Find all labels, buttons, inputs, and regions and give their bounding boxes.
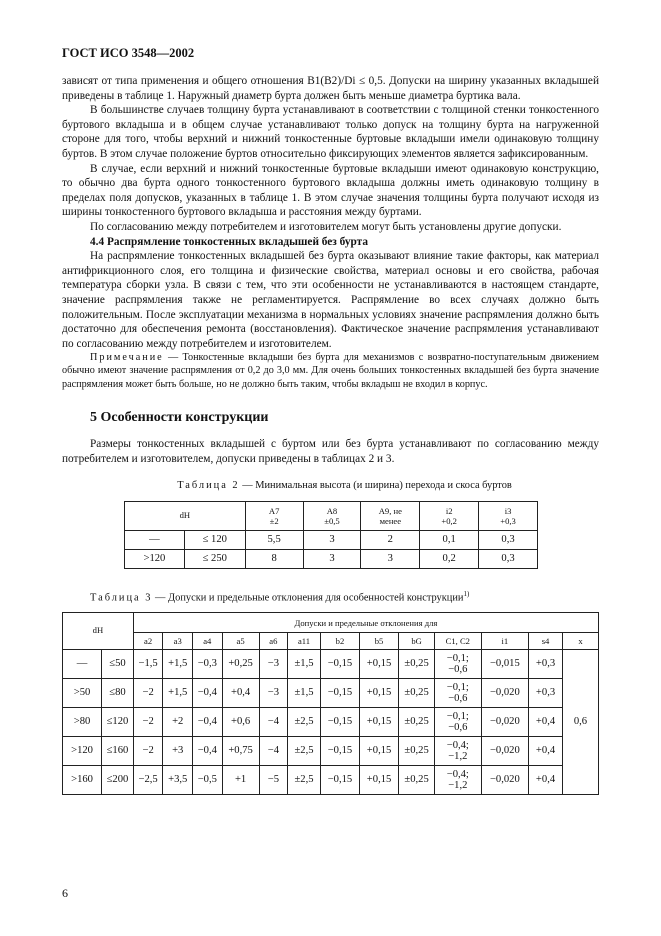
table2-dh-label: dН — [179, 509, 191, 520]
paragraph-4: По согласованию между потребителем и изготовителем могут быть установлены другие допуски. — [90, 220, 562, 233]
table3-caption-footnote: 1) — [463, 590, 470, 599]
table2-cell: >120 — [125, 550, 185, 569]
table2-caption-label: Таблица 2 — [177, 479, 240, 491]
table3-cell: ±0,25 — [399, 679, 435, 708]
table3-caption-label: Таблица 3 — [90, 592, 153, 604]
table2-col-tolerance: ±0,5 — [324, 516, 340, 527]
table3-cell: ≤160 — [102, 737, 134, 766]
table3-cell: +0,75 — [222, 737, 259, 766]
table3-c1c2-upper: −0,1; — [446, 711, 469, 723]
table3-cell: ±2,5 — [288, 766, 321, 795]
table2-col-header — [420, 502, 479, 531]
table3-cell: −5 — [259, 766, 288, 795]
table3-c1c2-lower: −1,2 — [448, 780, 468, 792]
table3-cell: +0,15 — [360, 766, 399, 795]
table3-c1c2-lower: −0,6 — [448, 664, 468, 676]
table3-c1c2-upper: −0,4; — [446, 769, 469, 781]
table2-cell: 3 — [303, 550, 361, 569]
table3-col-header: a2 — [133, 633, 163, 650]
table3-col-header: a11 — [288, 633, 321, 650]
table3-cell-c1c2 — [435, 766, 482, 795]
table2-col-tolerance: +0,3 — [500, 516, 516, 527]
note-text: — Тонкостенные вкладыши без бурта для механизмов с возвратно-поступательным движением обычно имеют значение распрямления от 0,2 до 3,0 мм. Для очень больших тонкостенных вкладышей без бурта значение распрямления может быть больше, но не должно быть таким, чтобы вкладыш не входил в корпус. — [62, 352, 599, 390]
table3-cell: ±0,25 — [399, 708, 435, 737]
table3-row — [63, 708, 599, 737]
table2-col-symbol: i3 — [504, 506, 512, 517]
table3-cell: −0,020 — [481, 679, 529, 708]
table3-col-header: C1, C2 — [435, 633, 482, 650]
section-heading-5: 5 Особенности конструкции — [90, 409, 269, 425]
table3-col-header: a6 — [259, 633, 288, 650]
table2-caption — [62, 479, 599, 494]
table3-cell: −0,15 — [320, 650, 359, 679]
table3-cell: −0,3 — [193, 650, 223, 679]
table3-cell: +2 — [163, 708, 193, 737]
table3-col-header: a4 — [193, 633, 223, 650]
table2-caption-text: — Минимальная высота (и ширина) перехода и скоса буртов — [239, 479, 512, 491]
table2-cell: ≤ 120 — [184, 531, 245, 550]
table2-cell: 0,3 — [479, 550, 538, 569]
table3-col-header: b5 — [360, 633, 399, 650]
table3-col-header: s4 — [529, 633, 563, 650]
table3-cell: +0,4 — [222, 679, 259, 708]
table-2 — [124, 501, 538, 569]
table3-cell: +0,15 — [360, 679, 399, 708]
table3-cell: >50 — [63, 679, 102, 708]
table3-cell: >160 — [63, 766, 102, 795]
table3-dh-header — [63, 613, 134, 650]
table3-c1c2-upper: −0,1; — [446, 682, 469, 694]
table3-cell: +0,4 — [529, 766, 563, 795]
table2-header-row — [125, 502, 538, 531]
table3-cell: +0,3 — [529, 650, 563, 679]
table3-c1c2-upper: −0,4; — [446, 740, 469, 752]
table3-cell: +0,15 — [360, 650, 399, 679]
document-body — [62, 74, 599, 795]
table2-col-symbol: A9, не — [378, 506, 402, 517]
table3-c1c2-upper: −0,1; — [446, 653, 469, 665]
table3-col-header: a5 — [222, 633, 259, 650]
table3-cell: −0,4 — [193, 679, 223, 708]
table3-cell: +0,4 — [529, 708, 563, 737]
table3-cell: +3 — [163, 737, 193, 766]
table3-cell: −0,15 — [320, 679, 359, 708]
note-label: Примечание — [90, 352, 164, 364]
table3-cell: −0,4 — [193, 737, 223, 766]
table2-col-tolerance: ±2 — [269, 516, 279, 527]
table3-cell: ±0,25 — [399, 650, 435, 679]
table2-cell: 3 — [303, 531, 361, 550]
table3-col-header: b2 — [320, 633, 359, 650]
table3-cell: −3 — [259, 650, 288, 679]
table3-group-header: Допуски и предельные отклонения для — [133, 613, 598, 633]
table3-cell: +0,25 — [222, 650, 259, 679]
table2-col-header — [479, 502, 538, 531]
table2-cell: 0,1 — [420, 531, 479, 550]
table3-cell: ±1,5 — [288, 650, 321, 679]
table2-cell: — — [125, 531, 185, 550]
table3-cell: +0,6 — [222, 708, 259, 737]
table3-cell: −0,15 — [320, 737, 359, 766]
table2-cell: 2 — [361, 531, 420, 550]
table3-cell: +1,5 — [163, 650, 193, 679]
table3-cell: ±2,5 — [288, 737, 321, 766]
table3-cell: ≤80 — [102, 679, 134, 708]
note — [62, 351, 599, 391]
table3-dh-label: dН — [92, 625, 104, 636]
table3-cell: >120 — [63, 737, 102, 766]
paragraph-5: На распрямление тонкостенных вкладышей без бурта оказывают влияние такие факторы, как материал антифрикционного слоя, его толщина и физические свойства, материал основы и его свойства, рабочая температура сборки узла. В связи с тем, что эти особенности не устанавливаются в настоящем стандарте, значение распрямления также не регламентируется. Распрямление во всех случаях должно быть положительным. После эксплуатации механизма в нормальных условиях значение распрямления должно быть достаточно для обеспечения ремонта (восстановления). Фактическое значение распрямления устанавливают по согласованию между потребителем и изготовителем. — [62, 250, 599, 350]
table3-cell: — — [63, 650, 102, 679]
table3-cell: −0,020 — [481, 737, 529, 766]
table3-col-header: a3 — [163, 633, 193, 650]
table3-cell-c1c2 — [435, 708, 482, 737]
table3-cell: −2 — [133, 737, 163, 766]
table2-cell: ≤ 250 — [184, 550, 245, 569]
table3-c1c2-lower: −0,6 — [448, 693, 468, 705]
table3-cell: +3,5 — [163, 766, 193, 795]
table2-col-tolerance: менее — [379, 516, 402, 527]
table2-cell: 5,5 — [245, 531, 303, 550]
table3-cell: −0,15 — [320, 766, 359, 795]
table3-c1c2-lower: −1,2 — [448, 751, 468, 763]
table3-cell: −2 — [133, 708, 163, 737]
table2-col-tolerance: +0,2 — [441, 516, 457, 527]
table3-cell: +0,3 — [529, 679, 563, 708]
table2-dh-header — [125, 502, 246, 531]
table2-col-symbol: A7 — [268, 506, 280, 517]
table3-cell: +0,4 — [529, 737, 563, 766]
table3-row — [63, 679, 599, 708]
table2-row — [125, 531, 538, 550]
table2-cell: 3 — [361, 550, 420, 569]
table3-cell: >80 — [63, 708, 102, 737]
page-number: 6 — [62, 886, 68, 900]
paragraph-2: В большинстве случаев толщину бурта устанавливают в соответствии с толщиной стенки тонкостенного буртового вкладыша и в общем случае устанавливают только допуск на толщину бурта на нагруженной стороне для того, чтобы верхний и нижний тонкостенные буртовые вкладыши имели одинаковую толщину буртов. В этом случае положение буртов относительно фиксирующих элементов является зафиксированным. — [62, 104, 599, 160]
table3-caption-text: — Допуски и предельные отклонения для особенностей конструкции — [152, 592, 464, 604]
table3-cell: −0,4 — [193, 708, 223, 737]
table3-cell: ≤50 — [102, 650, 134, 679]
table2-col-header — [245, 502, 303, 531]
table3-cell: −4 — [259, 737, 288, 766]
table3-cell-c1c2 — [435, 737, 482, 766]
table3-cell: −1,5 — [133, 650, 163, 679]
table3-cell: +1 — [222, 766, 259, 795]
table2-col-header — [303, 502, 361, 531]
table2-col-symbol: A8 — [326, 506, 338, 517]
table3-col-header: i1 — [481, 633, 529, 650]
table3-row — [63, 737, 599, 766]
table3-cell: ≤200 — [102, 766, 134, 795]
table3-cell: −4 — [259, 708, 288, 737]
paragraph-1: зависят от типа применения и общего отношения B1(B2)/Di ≤ 0,5. Допуски на ширину указанных вкладышей приведены в таблице 1. Наружный диаметр бурта должен быть меньше диаметра буртика вала. — [62, 75, 599, 102]
table2-cell: 8 — [245, 550, 303, 569]
table3-cell: −2,5 — [133, 766, 163, 795]
paragraph-3: В случае, если верхний и нижний тонкостенные буртовые вкладыши имеют одинаковую конструкцию, то обычно два бурта одного тонкостенного буртового вкладыша должны иметь одинаковую толщину в пределах поля допусков, указанных в таблице 1. В этом случае значения толщины бурта получают исходя из ширины тонкостенного буртового вкладыша и расстояния между буртами. — [62, 162, 599, 219]
table3-row — [63, 766, 599, 795]
table2-col-header — [361, 502, 420, 531]
table3-cell: −2 — [133, 679, 163, 708]
table3-cell: −3 — [259, 679, 288, 708]
document-header: ГОСТ ИСО 3548—2002 — [62, 46, 195, 60]
table3-cell-c1c2 — [435, 679, 482, 708]
table3-x-value: 0,6 — [562, 650, 598, 795]
table3-cell: ±1,5 — [288, 679, 321, 708]
table3-cell: −0,020 — [481, 766, 529, 795]
table3-cell: +1,5 — [163, 679, 193, 708]
table3-cell: −0,015 — [481, 650, 529, 679]
table3-cell: −0,020 — [481, 708, 529, 737]
table3-caption — [62, 587, 599, 606]
table3-header-row-2 — [63, 633, 599, 650]
table2-col-symbol: i2 — [445, 506, 453, 517]
table2-cell: 0,3 — [479, 531, 538, 550]
table2-cell: 0,2 — [420, 550, 479, 569]
table3-cell: −0,15 — [320, 708, 359, 737]
table3-cell: ≤120 — [102, 708, 134, 737]
table3-cell: +0,15 — [360, 708, 399, 737]
table3-c1c2-lower: −0,6 — [448, 722, 468, 734]
paragraph-6: Размеры тонкостенных вкладышей с буртом или без бурта устанавливают по согласованию между потребителем и изготовителем, допуски приведены в таблицах 2 и 3. — [62, 438, 599, 466]
table3-col-header: bG — [399, 633, 435, 650]
table3-row — [63, 650, 599, 679]
subsection-heading-4-4: 4.4 Распрямление тонкостенных вкладышей без бурта — [90, 235, 368, 248]
table3-header-row-1 — [63, 613, 599, 633]
table2-row — [125, 550, 538, 569]
table-3 — [62, 612, 599, 795]
table3-col-header: x — [562, 633, 598, 650]
table3-cell-c1c2 — [435, 650, 482, 679]
table3-cell: ±0,25 — [399, 737, 435, 766]
table3-cell: +0,15 — [360, 737, 399, 766]
table3-cell: ±0,25 — [399, 766, 435, 795]
table3-cell: ±2,5 — [288, 708, 321, 737]
table3-cell: −0,5 — [193, 766, 223, 795]
